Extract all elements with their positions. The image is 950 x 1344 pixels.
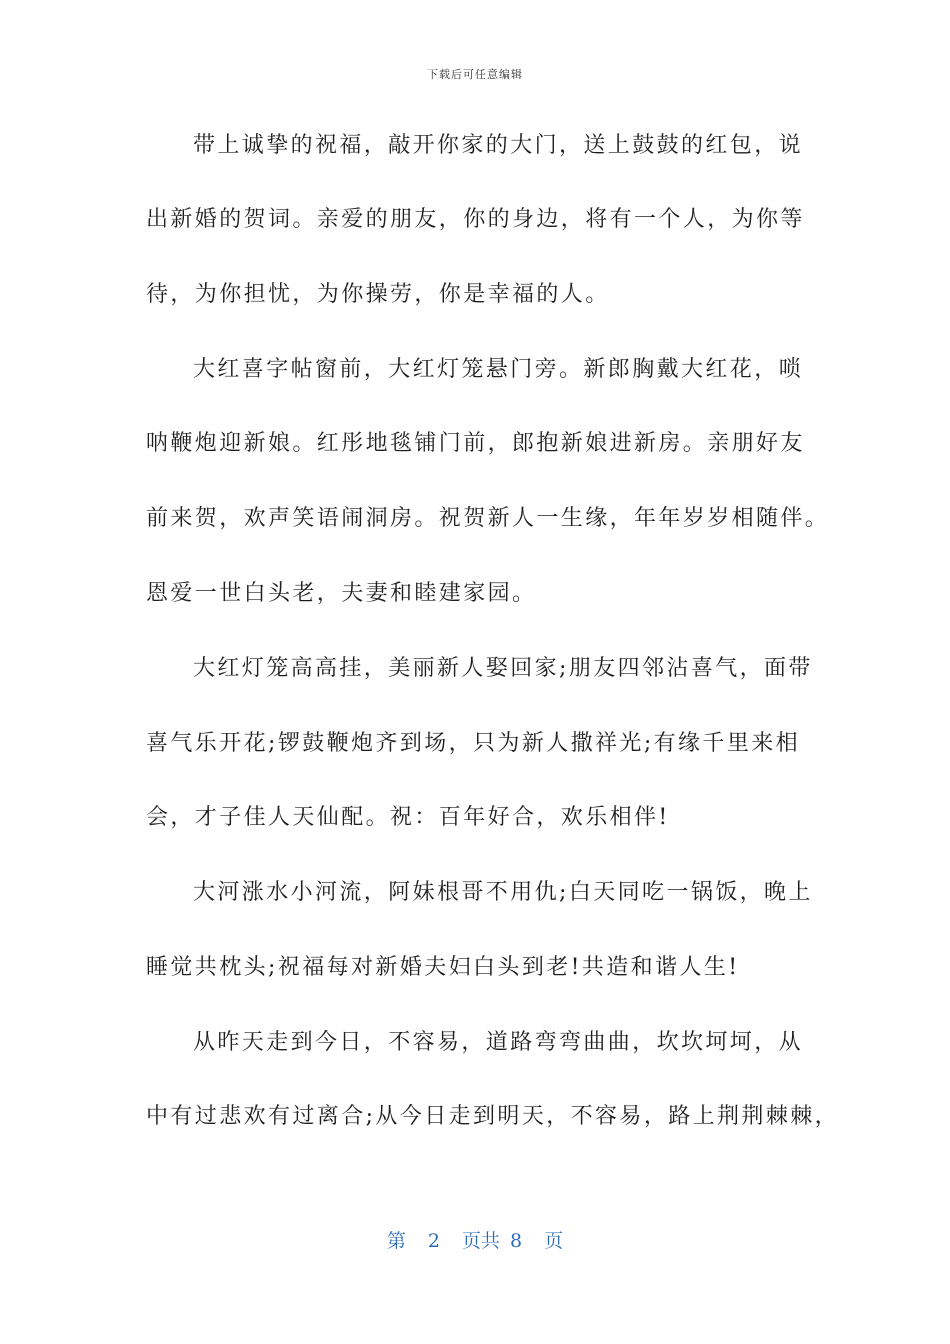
text-line: 睡觉共枕头;祝福每对新婚夫妇白头到老!共造和谐人生! [146,955,740,980]
footer-suffix: 页 [544,1230,564,1252]
text-line: 大红喜字帖窗前，大红灯笼悬门旁。新郎胸戴大红花，唢 [193,357,804,382]
text-line: 中有过悲欢有过离合;从今日走到明天，不容易，路上荆荆棘棘， [146,1104,840,1129]
page-number-footer [0,1226,950,1253]
text-line: 出新婚的贺词。亲爱的朋友，你的身边，将有一个人，为你等 [146,207,805,232]
text-line: 喜气乐开花;锣鼓鞭炮齐到场，只为新人撒祥光;有缘千里来相 [146,731,801,756]
text-line: 前来贺，欢声笑语闹洞房。祝贺新人一生缘，年年岁岁相随伴。 [146,506,830,531]
total-pages-number: 8 [510,1230,523,1252]
text-line: 从昨天走到今日，不容易，道路弯弯曲曲，坎坎坷坷，从 [193,1030,804,1055]
page-header-note: 下载后可任意编辑 [427,68,523,81]
text-line: 待，为你担忧，为你操劳，你是幸福的人。 [146,282,610,307]
text-line: 会，才子佳人天仙配。祝：百年好合，欢乐相伴! [146,805,670,830]
text-line: 大红灯笼高高挂，美丽新人娶回家;朋友四邻沾喜气，面带 [193,656,813,681]
text-line: 带上诚挚的祝福，敲开你家的大门，送上鼓鼓的红包，说 [193,133,804,158]
footer-middle: 页共 [461,1230,500,1252]
text-line: 呐鞭炮迎新娘。红彤地毯铺门前，郎抱新娘进新房。亲朋好友 [146,431,805,456]
text-line: 大河涨水小河流，阿妹根哥不用仇;白天同吃一锅饭，晚上 [193,880,813,905]
footer-prefix: 第 [386,1230,406,1252]
text-line: 恩爱一世白头老，夫妻和睦建家园。 [146,581,537,606]
current-page-number: 2 [427,1230,440,1252]
